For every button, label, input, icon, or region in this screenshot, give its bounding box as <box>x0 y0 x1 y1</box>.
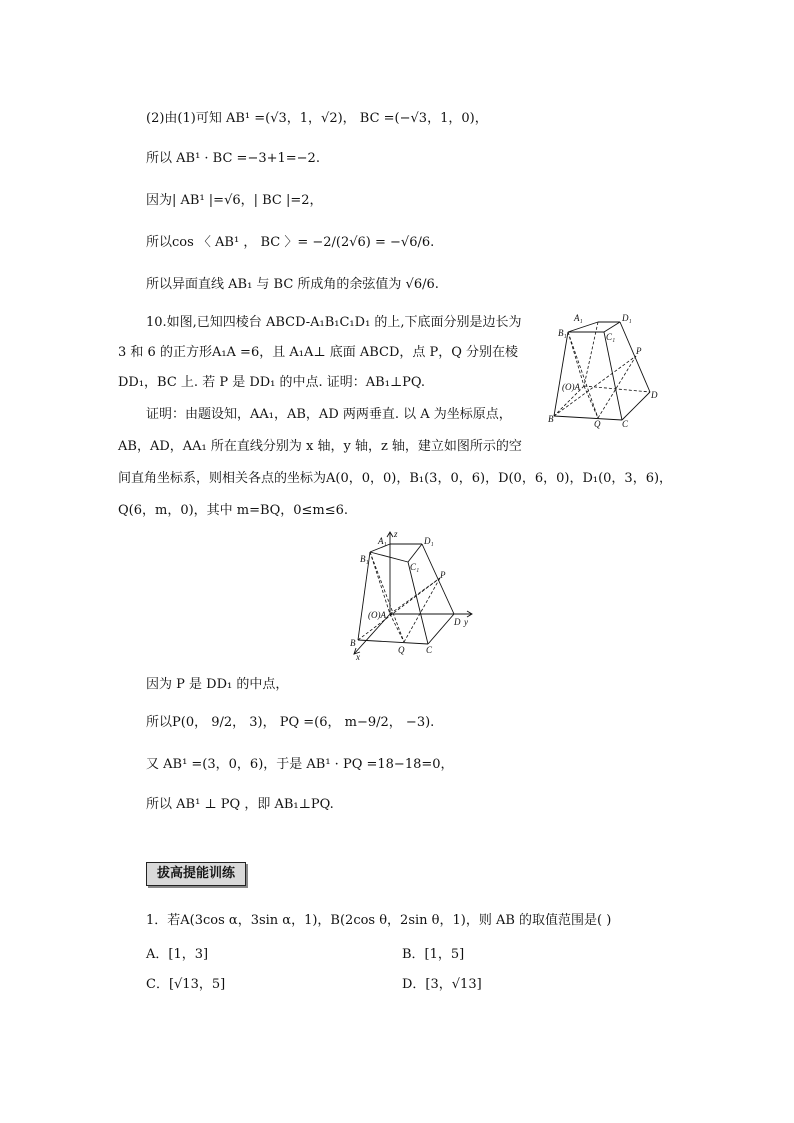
question-1-stem: 1．若A(3cos α，3sin α，1)，B(2cos θ，2sin θ，1)，则 AB 的取值范围是( ) <box>146 913 612 928</box>
label-d: D <box>454 617 461 627</box>
proof-line-4: Q(6，m，0)，其中 m=BQ，0≤m≤6. <box>118 503 349 518</box>
label-q: Q <box>594 419 601 429</box>
option-a[interactable]: A．[1，3] <box>146 947 209 962</box>
frustum-axes-figure <box>348 528 478 662</box>
label-c: C <box>426 645 433 655</box>
problem-10-line-2: 3 和 6 的正方形A₁A =6，且 A₁A⊥ 底面 ABCD，点 P，Q 分别在棱 <box>118 345 519 360</box>
label-a1: A₁ <box>574 313 583 323</box>
problem-10-line-1: 10.如图,已知四棱台 ABCD-A₁B₁C₁D₁ 的上,下底面分别是边长为 <box>146 315 522 330</box>
label-oa: (O)A <box>562 382 580 392</box>
label-c1: C₁ <box>410 562 420 572</box>
line-ab1-bc-vectors: (2)由(1)可知 AB¹ =(√3，1，√2)， BC =(−√3，1，0)， <box>146 111 488 126</box>
label-q: Q <box>398 645 405 655</box>
label-c1: C₁ <box>606 332 616 342</box>
label-a1: A₁ <box>378 536 387 546</box>
perpendicular-conclusion: 所以 AB¹ ⊥ PQ ，即 AB₁⊥PQ. <box>146 797 334 812</box>
section-badge: 拔高提能训练 <box>146 862 246 886</box>
label-b1: B₁ <box>558 328 567 338</box>
proof-line-2: AB，AD，AA₁ 所在直线分别为 x 轴，y 轴，z 轴，建立如图所示的空 <box>118 439 522 454</box>
line-magnitudes: 因为| AB¹ |=√6，| BC |=2， <box>146 193 323 208</box>
label-p: P <box>636 346 642 356</box>
label-d1: D₁ <box>424 536 434 546</box>
option-b[interactable]: B．[1，5] <box>402 947 465 962</box>
label-d1: D₁ <box>622 313 632 323</box>
label-p: P <box>440 570 446 580</box>
label-b: B <box>350 638 356 648</box>
line-dot-product: 所以 AB¹ · BC =−3+1=−2. <box>146 151 320 166</box>
option-d[interactable]: D．[3，√13] <box>402 977 482 992</box>
problem-10-line-3: DD₁，BC 上. 若 P 是 DD₁ 的中点. 证明：AB₁⊥PQ. <box>118 375 426 390</box>
label-oa: (O)A <box>368 610 386 620</box>
line-conclusion-cosine: 所以异面直线 AB₁ 与 BC 所成角的余弦值为 √6/6. <box>146 277 439 292</box>
label-b: B <box>548 414 554 424</box>
label-d: D <box>651 390 658 400</box>
label-c: C <box>622 419 629 429</box>
proof-line-1: 证明：由题设知，AA₁，AB，AD 两两垂直. 以 A 为坐标原点， <box>146 407 512 422</box>
axis-label-x: x <box>356 652 360 662</box>
line-cosine: 所以cos 〈 AB¹ ， BC 〉= −2/(2√6) = −√6/6. <box>146 235 435 250</box>
axis-label-z: z <box>394 529 398 539</box>
frustum-figure <box>548 310 668 430</box>
proof-line-3: 间直角坐标系，则相关各点的坐标为A(0，0，0)，B₁(3，0，6)，D(0，6，0)，D₁(0，3，6)， <box>118 471 673 486</box>
midpoint-line: 因为 P 是 DD₁ 的中点， <box>146 677 289 692</box>
axis-label-y: y <box>464 617 468 627</box>
label-b1: B₁ <box>360 554 369 564</box>
dot-product-zero: 又 AB¹ =(3，0，6)，于是 AB¹ · PQ =18−18=0， <box>146 757 454 772</box>
coords-p-pq: 所以P(0， 9/2， 3)， PQ =(6， m−9/2， −3). <box>146 715 435 730</box>
option-c[interactable]: C．[√13，5] <box>146 977 226 992</box>
